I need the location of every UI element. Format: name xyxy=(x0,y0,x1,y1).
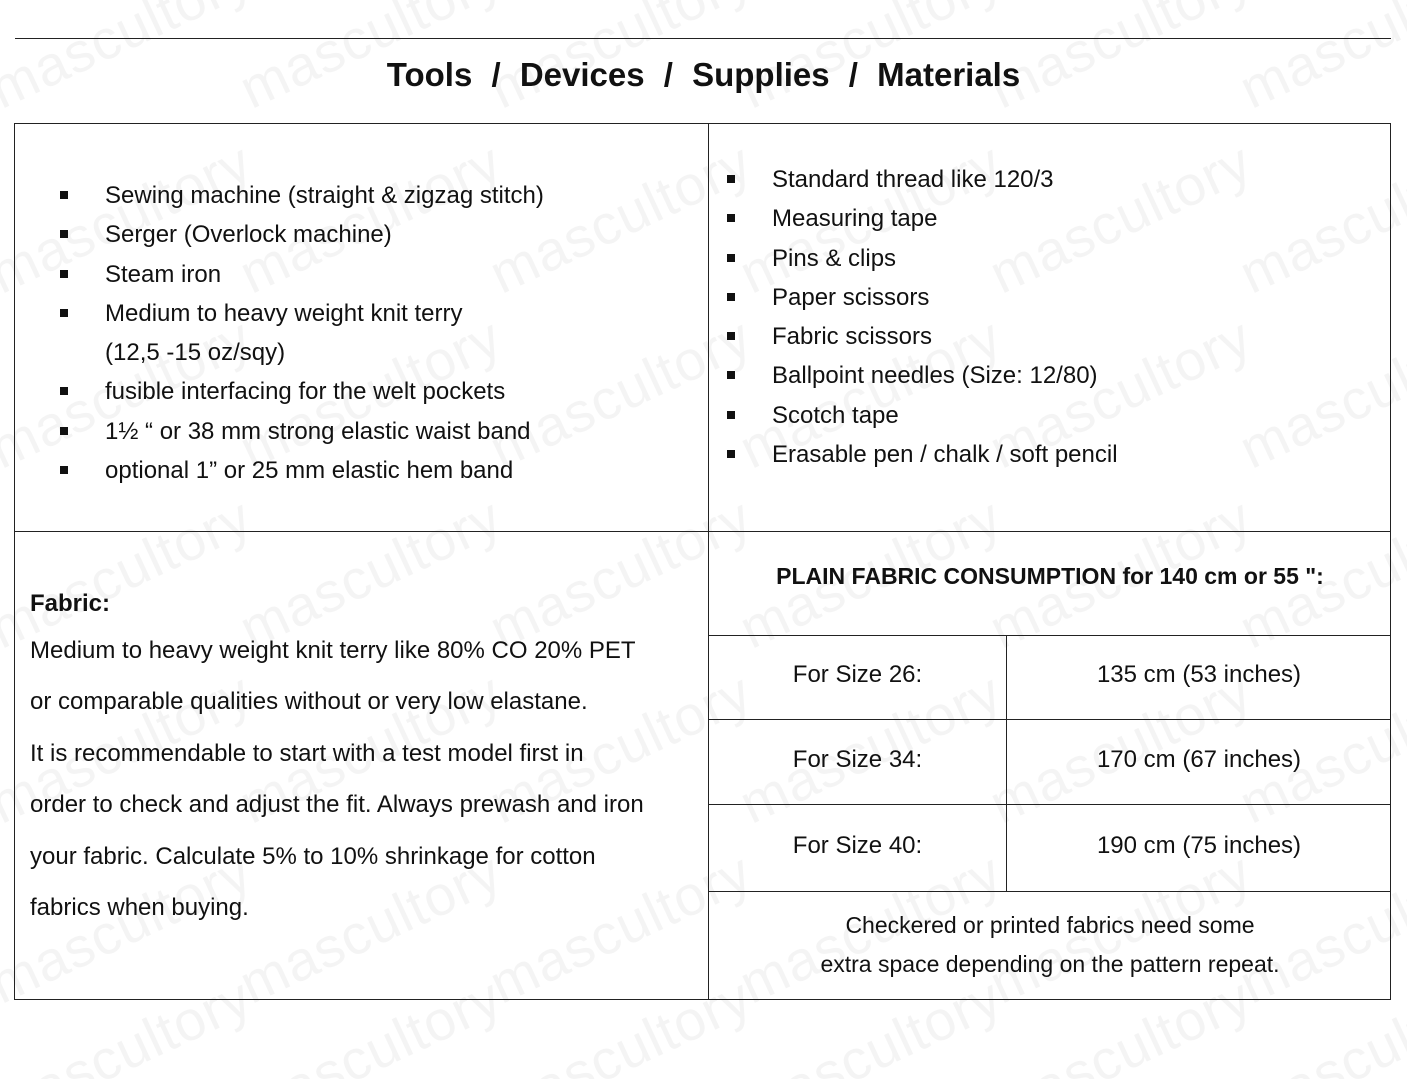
consumption-note xyxy=(709,906,1391,984)
size-amount: 170 cm (67 inches) xyxy=(1096,746,1302,773)
top-rule xyxy=(15,38,1391,39)
note-line: extra space depending on the pattern repeat. xyxy=(820,951,1280,977)
list-item: Pins & clips xyxy=(727,239,1377,278)
size-label: For Size 26: xyxy=(792,661,923,688)
table-divider-horizontal xyxy=(14,531,1391,532)
list-item: optional 1” or 25 mm elastic hem band xyxy=(60,451,700,490)
consumption-title: PLAIN FABRIC CONSUMPTION for 140 cm or 55 ": xyxy=(776,563,1324,589)
fabric-line: order to check and adjust the fit. Always prewash and iron xyxy=(30,791,644,819)
list-item: 1½ “ or 38 mm strong elastic waist band xyxy=(60,412,700,451)
size-label: For Size 40: xyxy=(792,832,923,859)
consumption-divider xyxy=(708,804,1391,805)
table-divider-vertical xyxy=(708,123,709,1000)
list-item: Serger (Overlock machine) xyxy=(60,215,700,254)
size-amount: 190 cm (75 inches) xyxy=(1096,832,1302,859)
list-item: Medium to heavy weight knit terry xyxy=(60,294,700,333)
consumption-divider xyxy=(708,635,1391,636)
fabric-line: your fabric. Calculate 5% to 10% shrinkage for cotton xyxy=(30,842,596,870)
list-item: Measuring tape xyxy=(727,199,1377,238)
list-item: Paper scissors xyxy=(727,278,1377,317)
fabric-line: or comparable qualities without or very low elastane. xyxy=(30,688,588,716)
size-amount: 135 cm (53 inches) xyxy=(1096,661,1302,688)
fabric-text xyxy=(30,625,700,933)
list-item: Sewing machine (straight & zigzag stitch) xyxy=(60,176,700,215)
consumption-divider xyxy=(708,891,1391,892)
size-label: For Size 34: xyxy=(792,746,923,773)
fabric-line: Medium to heavy weight knit terry like 80% CO 20% PET xyxy=(30,637,636,664)
fabric-description xyxy=(30,582,700,933)
list-item: Steam iron xyxy=(60,255,700,294)
tools-list xyxy=(60,176,700,490)
supplies-list xyxy=(727,160,1377,474)
fabric-line: It is recommendable to start with a test model first in xyxy=(30,739,584,767)
fabric-heading: Fabric: xyxy=(30,590,111,617)
list-item: fusible interfacing for the welt pockets xyxy=(60,372,700,411)
list-item: Ballpoint needles (Size: 12/80) xyxy=(727,356,1377,395)
list-item: Scotch tape xyxy=(727,396,1377,435)
fabric-line: fabrics when buying. xyxy=(30,894,249,922)
note-line: Checkered or printed fabrics need some xyxy=(845,912,1255,938)
list-item: Fabric scissors xyxy=(727,317,1377,356)
list-item: Standard thread like 120/3 xyxy=(727,160,1377,199)
page-title: Tools / Devices / Supplies / Materials xyxy=(386,56,1021,93)
list-item: Erasable pen / chalk / soft pencil xyxy=(727,435,1377,474)
consumption-divider xyxy=(708,719,1391,720)
list-item-continuation: (12,5 -15 oz/sqy) xyxy=(105,339,286,367)
